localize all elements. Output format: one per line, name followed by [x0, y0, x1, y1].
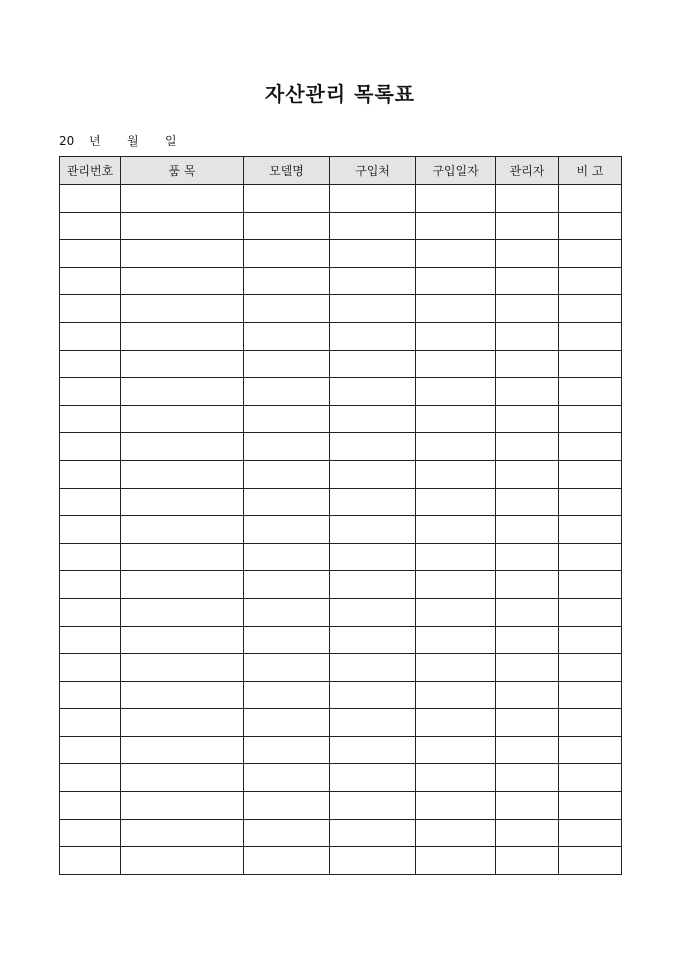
cell-manager[interactable] — [496, 654, 559, 682]
cell-manager[interactable] — [496, 267, 559, 295]
day-label: 일 — [165, 134, 177, 148]
cell-remarks[interactable] — [559, 295, 622, 323]
col-header-manager: 관리자 — [496, 157, 559, 185]
cell-management-number[interactable] — [60, 212, 121, 240]
cell-manager[interactable] — [496, 571, 559, 599]
cell-purchase-date[interactable] — [416, 681, 496, 709]
cell-management-number[interactable] — [60, 847, 121, 875]
table-row — [60, 460, 622, 488]
cell-model-name[interactable] — [244, 350, 330, 378]
year-label: 년 — [89, 134, 101, 148]
cell-remarks[interactable] — [559, 819, 622, 847]
cell-manager[interactable] — [496, 709, 559, 737]
cell-remarks[interactable] — [559, 378, 622, 406]
cell-remarks[interactable] — [559, 433, 622, 461]
asset-list-table — [59, 156, 622, 875]
cell-management-number[interactable] — [60, 681, 121, 709]
cell-item[interactable] — [121, 792, 244, 820]
table-row — [60, 185, 622, 213]
cell-manager[interactable] — [496, 433, 559, 461]
table-row — [60, 736, 622, 764]
cell-remarks[interactable] — [559, 212, 622, 240]
cell-item[interactable] — [121, 709, 244, 737]
table-row — [60, 654, 622, 682]
col-header-management-number: 관리번호 — [60, 157, 121, 185]
cell-management-number[interactable] — [60, 626, 121, 654]
cell-vendor[interactable] — [330, 433, 416, 461]
cell-remarks[interactable] — [559, 322, 622, 350]
cell-model-name[interactable] — [244, 626, 330, 654]
month-label: 월 — [127, 134, 139, 148]
cell-vendor[interactable] — [330, 571, 416, 599]
cell-item[interactable] — [121, 460, 244, 488]
cell-vendor[interactable] — [330, 267, 416, 295]
cell-manager[interactable] — [496, 626, 559, 654]
cell-manager[interactable] — [496, 240, 559, 268]
cell-vendor[interactable] — [330, 212, 416, 240]
table-row — [60, 378, 622, 406]
cell-remarks[interactable] — [559, 405, 622, 433]
cell-purchase-date[interactable] — [416, 295, 496, 323]
cell-purchase-date[interactable] — [416, 488, 496, 516]
cell-vendor[interactable] — [330, 185, 416, 213]
cell-manager[interactable] — [496, 847, 559, 875]
cell-item[interactable] — [121, 433, 244, 461]
cell-vendor[interactable] — [330, 792, 416, 820]
cell-vendor[interactable] — [330, 764, 416, 792]
cell-model-name[interactable] — [244, 709, 330, 737]
cell-model-name[interactable] — [244, 212, 330, 240]
table-row — [60, 709, 622, 737]
cell-manager[interactable] — [496, 378, 559, 406]
cell-remarks[interactable] — [559, 488, 622, 516]
cell-item[interactable] — [121, 240, 244, 268]
cell-item[interactable] — [121, 516, 244, 544]
cell-manager[interactable] — [496, 792, 559, 820]
cell-manager[interactable] — [496, 185, 559, 213]
cell-item[interactable] — [121, 847, 244, 875]
cell-purchase-date[interactable] — [416, 571, 496, 599]
cell-item[interactable] — [121, 185, 244, 213]
cell-management-number[interactable] — [60, 736, 121, 764]
cell-manager[interactable] — [496, 212, 559, 240]
cell-model-name[interactable] — [244, 185, 330, 213]
cell-purchase-date[interactable] — [416, 598, 496, 626]
table-row — [60, 212, 622, 240]
cell-vendor[interactable] — [330, 405, 416, 433]
cell-item[interactable] — [121, 488, 244, 516]
cell-purchase-date[interactable] — [416, 267, 496, 295]
cell-management-number[interactable] — [60, 598, 121, 626]
cell-remarks[interactable] — [559, 516, 622, 544]
cell-vendor[interactable] — [330, 709, 416, 737]
cell-model-name[interactable] — [244, 654, 330, 682]
cell-vendor[interactable] — [330, 240, 416, 268]
cell-item[interactable] — [121, 405, 244, 433]
cell-vendor[interactable] — [330, 350, 416, 378]
table-row — [60, 267, 622, 295]
cell-vendor[interactable] — [330, 736, 416, 764]
cell-manager[interactable] — [496, 736, 559, 764]
cell-item[interactable] — [121, 350, 244, 378]
cell-vendor[interactable] — [330, 516, 416, 544]
cell-model-name[interactable] — [244, 792, 330, 820]
cell-purchase-date[interactable] — [416, 764, 496, 792]
cell-vendor[interactable] — [330, 681, 416, 709]
cell-management-number[interactable] — [60, 709, 121, 737]
cell-model-name[interactable] — [244, 267, 330, 295]
cell-purchase-date[interactable] — [416, 709, 496, 737]
header-row — [60, 157, 622, 185]
cell-manager[interactable] — [496, 295, 559, 323]
cell-management-number[interactable] — [60, 295, 121, 323]
cell-management-number[interactable] — [60, 185, 121, 213]
cell-vendor[interactable] — [330, 819, 416, 847]
cell-purchase-date[interactable] — [416, 433, 496, 461]
cell-management-number[interactable] — [60, 654, 121, 682]
cell-management-number[interactable] — [60, 516, 121, 544]
cell-remarks[interactable] — [559, 847, 622, 875]
cell-item[interactable] — [121, 654, 244, 682]
table-row — [60, 405, 622, 433]
cell-item[interactable] — [121, 626, 244, 654]
col-header-purchase-date: 구입일자 — [416, 157, 496, 185]
cell-model-name[interactable] — [244, 295, 330, 323]
cell-remarks[interactable] — [559, 460, 622, 488]
cell-management-number[interactable] — [60, 764, 121, 792]
cell-management-number[interactable] — [60, 819, 121, 847]
cell-vendor[interactable] — [330, 378, 416, 406]
cell-model-name[interactable] — [244, 764, 330, 792]
table-row — [60, 819, 622, 847]
table-row — [60, 792, 622, 820]
table-row — [60, 516, 622, 544]
cell-management-number[interactable] — [60, 267, 121, 295]
cell-model-name[interactable] — [244, 460, 330, 488]
cell-model-name[interactable] — [244, 598, 330, 626]
cell-model-name[interactable] — [244, 819, 330, 847]
table-row — [60, 847, 622, 875]
cell-item[interactable] — [121, 267, 244, 295]
cell-model-name[interactable] — [244, 847, 330, 875]
cell-manager[interactable] — [496, 460, 559, 488]
col-header-vendor: 구입처 — [330, 157, 416, 185]
cell-management-number[interactable] — [60, 792, 121, 820]
cell-remarks[interactable] — [559, 626, 622, 654]
cell-purchase-date[interactable] — [416, 543, 496, 571]
cell-remarks[interactable] — [559, 598, 622, 626]
table-row — [60, 488, 622, 516]
table-row — [60, 240, 622, 268]
cell-purchase-date[interactable] — [416, 460, 496, 488]
cell-manager[interactable] — [496, 598, 559, 626]
cell-vendor[interactable] — [330, 488, 416, 516]
col-header-remarks: 비 고 — [559, 157, 622, 185]
cell-item[interactable] — [121, 571, 244, 599]
table-row — [60, 433, 622, 461]
table-row — [60, 571, 622, 599]
table-row — [60, 543, 622, 571]
cell-model-name[interactable] — [244, 571, 330, 599]
cell-remarks[interactable] — [559, 240, 622, 268]
cell-item[interactable] — [121, 295, 244, 323]
cell-vendor[interactable] — [330, 598, 416, 626]
cell-model-name[interactable] — [244, 488, 330, 516]
cell-remarks[interactable] — [559, 543, 622, 571]
cell-purchase-date[interactable] — [416, 350, 496, 378]
cell-management-number[interactable] — [60, 405, 121, 433]
cell-remarks[interactable] — [559, 709, 622, 737]
document-title: 자산관리 목록표 — [264, 82, 416, 106]
cell-model-name[interactable] — [244, 681, 330, 709]
cell-remarks[interactable] — [559, 350, 622, 378]
cell-manager[interactable] — [496, 764, 559, 792]
cell-remarks[interactable] — [559, 654, 622, 682]
cell-management-number[interactable] — [60, 571, 121, 599]
cell-item[interactable] — [121, 764, 244, 792]
cell-manager[interactable] — [496, 543, 559, 571]
cell-item[interactable] — [121, 819, 244, 847]
cell-item[interactable] — [121, 543, 244, 571]
cell-purchase-date[interactable] — [416, 322, 496, 350]
cell-management-number[interactable] — [60, 378, 121, 406]
cell-purchase-date[interactable] — [416, 736, 496, 764]
cell-item[interactable] — [121, 681, 244, 709]
table-row — [60, 322, 622, 350]
cell-remarks[interactable] — [559, 736, 622, 764]
cell-purchase-date[interactable] — [416, 378, 496, 406]
cell-remarks[interactable] — [559, 764, 622, 792]
date-line — [59, 132, 177, 149]
cell-purchase-date[interactable] — [416, 626, 496, 654]
cell-purchase-date[interactable] — [416, 405, 496, 433]
cell-purchase-date[interactable] — [416, 847, 496, 875]
col-header-model-name: 모델명 — [244, 157, 330, 185]
cell-purchase-date[interactable] — [416, 792, 496, 820]
table-row — [60, 764, 622, 792]
cell-manager[interactable] — [496, 322, 559, 350]
cell-vendor[interactable] — [330, 847, 416, 875]
cell-manager[interactable] — [496, 488, 559, 516]
cell-management-number[interactable] — [60, 350, 121, 378]
cell-model-name[interactable] — [244, 322, 330, 350]
cell-item[interactable] — [121, 212, 244, 240]
table-row — [60, 295, 622, 323]
cell-purchase-date[interactable] — [416, 185, 496, 213]
table-body — [60, 185, 622, 875]
cell-model-name[interactable] — [244, 736, 330, 764]
cell-remarks[interactable] — [559, 267, 622, 295]
cell-remarks[interactable] — [559, 792, 622, 820]
cell-manager[interactable] — [496, 516, 559, 544]
cell-management-number[interactable] — [60, 488, 121, 516]
table-row — [60, 626, 622, 654]
cell-model-name[interactable] — [244, 543, 330, 571]
cell-vendor[interactable] — [330, 460, 416, 488]
cell-manager[interactable] — [496, 405, 559, 433]
cell-item[interactable] — [121, 736, 244, 764]
cell-purchase-date[interactable] — [416, 240, 496, 268]
cell-model-name[interactable] — [244, 378, 330, 406]
cell-model-name[interactable] — [244, 433, 330, 461]
year-prefix: 20 — [59, 134, 75, 148]
cell-item[interactable] — [121, 598, 244, 626]
cell-purchase-date[interactable] — [416, 819, 496, 847]
cell-management-number[interactable] — [60, 543, 121, 571]
cell-item[interactable] — [121, 322, 244, 350]
cell-vendor[interactable] — [330, 654, 416, 682]
cell-remarks[interactable] — [559, 185, 622, 213]
cell-vendor[interactable] — [330, 543, 416, 571]
col-header-item: 품 목 — [121, 157, 244, 185]
cell-management-number[interactable] — [60, 460, 121, 488]
cell-management-number[interactable] — [60, 433, 121, 461]
cell-management-number[interactable] — [60, 322, 121, 350]
table-row — [60, 350, 622, 378]
cell-manager[interactable] — [496, 819, 559, 847]
cell-manager[interactable] — [496, 681, 559, 709]
cell-manager[interactable] — [496, 350, 559, 378]
cell-model-name[interactable] — [244, 240, 330, 268]
table-row — [60, 598, 622, 626]
cell-model-name[interactable] — [244, 405, 330, 433]
cell-remarks[interactable] — [559, 681, 622, 709]
cell-model-name[interactable] — [244, 516, 330, 544]
cell-vendor[interactable] — [330, 626, 416, 654]
cell-remarks[interactable] — [559, 571, 622, 599]
table-row — [60, 681, 622, 709]
cell-purchase-date[interactable] — [416, 516, 496, 544]
cell-item[interactable] — [121, 378, 244, 406]
cell-vendor[interactable] — [330, 295, 416, 323]
cell-purchase-date[interactable] — [416, 654, 496, 682]
cell-purchase-date[interactable] — [416, 212, 496, 240]
cell-management-number[interactable] — [60, 240, 121, 268]
cell-vendor[interactable] — [330, 322, 416, 350]
